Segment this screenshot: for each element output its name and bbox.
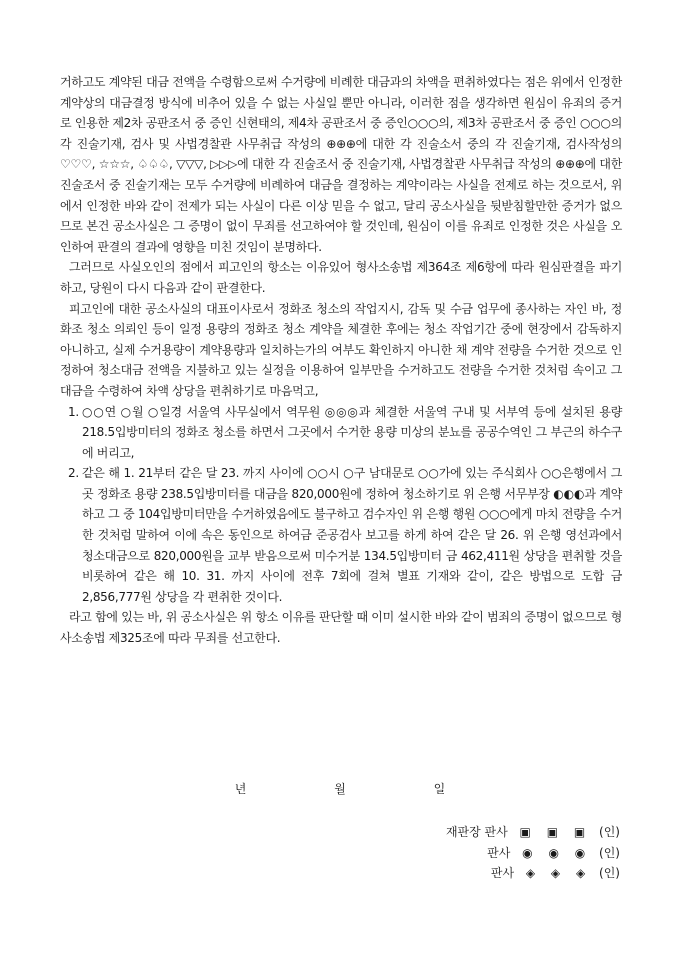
signature-name-mask: ▣ ▣ ▣ bbox=[519, 825, 592, 839]
signature-judge bbox=[446, 843, 620, 864]
seal-label: (인) bbox=[599, 845, 620, 860]
list-item-number: 2. bbox=[68, 466, 79, 481]
paragraph-closing: 라고 함에 있는 바, 위 공소사실은 위 항소 이유를 판단할 때 이미 설시한 바와 같이 범죄의 증명이 없으므로 형사소송법 제325조에 따라 무죄를 선고한다. bbox=[60, 610, 622, 646]
judges-signatures bbox=[446, 822, 620, 884]
signature-title: 판사 bbox=[490, 866, 515, 881]
signature-presiding-judge bbox=[446, 822, 620, 843]
date-day: 일 bbox=[433, 782, 446, 796]
signature-name-mask: ◈ ◈ ◈ bbox=[525, 866, 592, 881]
list-item bbox=[60, 402, 622, 464]
date-year: 년 bbox=[234, 782, 247, 796]
date-line bbox=[0, 780, 680, 797]
seal-label: (인) bbox=[599, 825, 620, 839]
signature-title: 재판장 판사 bbox=[445, 825, 508, 839]
paragraph-charges: 피고인에 대한 공소사실의 대표이사로서 정화조 청소의 작업지시, 감독 및 수금 업무에 종사하는 자인 바, 정화조 청소 의뢰인 등이 일정 용량의 정화조 청소 계약을 체결한 후에는 청소 작업기간 중에 현장에서 감독하지 아니하고, 실제 수거용량이 계약용량과 일치하는가의 여부도 확인하지 아니한 채 계약 전량을 수거한 것으로 인정하여 청소대금 전액을 지불하고 있는 실정을 이용하여 일부만을 수거하고도 전량을 수거한 것처럼 속이고 그 대금을 수령하여 차액 상당을 편취하기로 마음먹고, bbox=[60, 301, 622, 398]
date-month: 월 bbox=[334, 782, 346, 796]
list-item-text: ○○연 ○월 ○일경 서울역 사무실에서 역무원 ◎◎◎과 체결한 서울역 구내 및 서부역 등에 설치된 용량 218.5입방미터의 정화조 청소를 하면서 그곳에서 수거한 용량 미상의 분뇨를 공공수역인 그 부근의 하수구에 버리고, bbox=[82, 404, 622, 460]
paragraph-appeal-ruling: 그러므로 사실오인의 점에서 피고인의 항소는 이유있어 형사소송법 제364조 제6항에 따라 원심판결을 파기하고, 당원이 다시 다음과 같이 판결한다. bbox=[60, 260, 622, 295]
list-item-number: 1. bbox=[68, 404, 79, 419]
paragraph-fact-finding: 거하고도 계약된 대금 전액을 수령함으로써 수거량에 비례한 대금과의 차액을 편취하였다는 점은 위에서 인정한 계약상의 대금결정 방식에 비추어 있을 수 없는 사실일 뿐만 아니라, 이러한 점을 생각하면 원심이 유죄의 증거로 인용한 제2차 공판조서 중 증인 신현태의, 제4차 공판조서 중 증인○○○의, 제3차 공판조서 중 증인 ○○○의 각 진술기재, 검사 및 사법경찰관 사무취급 작성의 ⊕⊕⊕에 대한 각 진술소서 중의 각 진술기재, 검사작성의 ♡♡♡, ☆☆☆, ♤♤♤, ▽▽▽, ▷▷▷에 대한 각 진술조서 중 진술기재, 사법경찰관 사무취급 작성의 ⊕⊕⊕에 대한 진술조서 중 진술기재는 모두 수거량에 비례하여 대금을 결정하는 계약이라는 사실을 전제로 하는 것으로서, 위에서 인정한 바와 같이 전제가 되는 사실이 다른 이상 믿을 수 없고, 달리 공소사실을 뒷받침할만한 증거가 없으므로 본건 공소사실은 그 증명이 없이 무죄를 선고하여야 할 것인데, 원심이 이를 유죄로 인정한 것은 사실을 오인하여 판결의 결과에 영향을 미친 것임이 분명하다. bbox=[60, 75, 622, 254]
signature-title: 판사 bbox=[487, 845, 511, 860]
judgment-body bbox=[60, 72, 622, 649]
list-item bbox=[60, 463, 622, 607]
signature-name-mask: ◉ ◉ ◉ bbox=[522, 845, 592, 860]
signature-judge bbox=[446, 863, 620, 884]
list-item-text: 같은 해 1. 21부터 같은 달 23. 까지 사이에 ○○시 ○구 남대문로 ○○가에 있는 주식회사 ○○은행에서 그곳 정화조 용량 238.5입방미터를 대금을 820,000원에 정하여 청소하기로 위 은행 서무부장 ◐◐◐과 계약하고 그 중 104입방미터만을 수거하였음에도 불구하고 검수자인 위 은행 행원 ○○○에게 마치 전량을 수거한 것처럼 말하여 이에 속은 동인으로 하여금 준공검사 보고를 하게 하여 같은 달 26. 위 은행 영선과에서 청소대금으로 820,000원을 교부 받음으로써 미수거분 134.5입방미터 금 462,411원 상당을 편취할 것을 비롯하여 같은 해 10. 31. 까지 사이에 전후 7회에 걸쳐 별표 기재와 같이, 같은 방법으로 도합 금 2,856,777원 상당을 각 편취한 것이다. bbox=[82, 466, 622, 604]
seal-label: (인) bbox=[599, 866, 620, 881]
charges-list bbox=[60, 402, 622, 608]
